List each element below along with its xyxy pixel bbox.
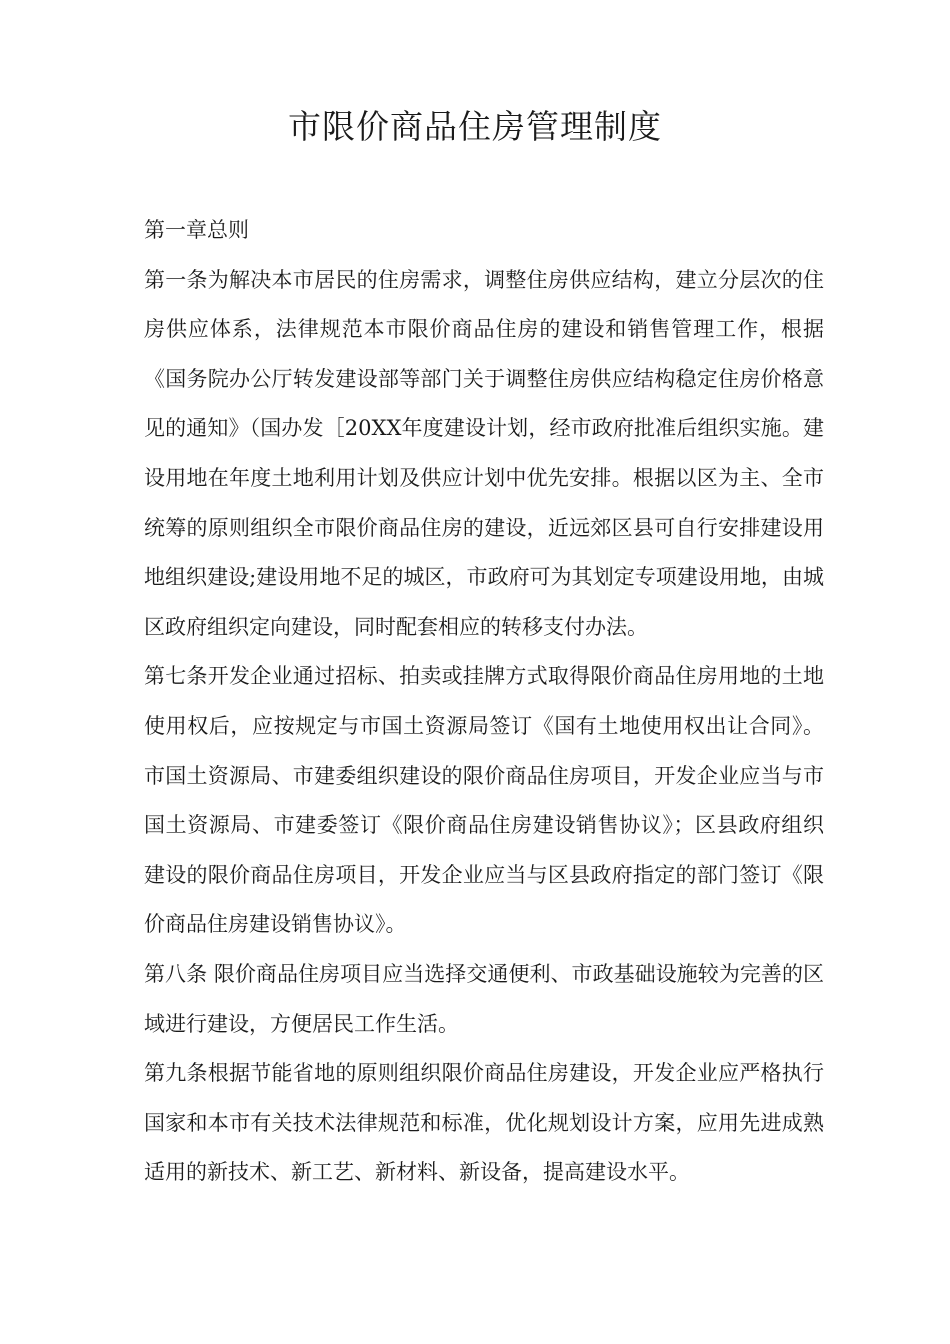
article-7-paragraph: 第七条开发企业通过招标、拍卖或挂牌方式取得限价商品住房用地的土地使用权后，应按规定与市国土资源局签订《国有土地使用权出让合同》。市国土资源局、市建委组织建设的限价商品住房项目，开发企业应当与市国土资源局、市建委签订《限价商品住房建设销售协议》；区县政府组织建设的限价商品住房项目，开发企业应当与区县政府指定的部门签订《限价商品住房建设销售协议》。 xyxy=(144,664,824,937)
document-title: 市限价商品住房管理制度 xyxy=(288,107,662,146)
article-8-paragraph: 第八条 限价商品住房项目应当选择交通便利、市政基础设施较为完善的区域进行建设，方便居民工作生活。 xyxy=(144,961,824,1036)
document-body xyxy=(144,206,824,1198)
article-9-paragraph: 第九条根据节能省地的原则组织限价商品住房建设，开发企业应严格执行国家和本市有关技术法律规范和标准，优化规划设计方案，应用先进成熟适用的新技术、新工艺、新材料、新设备，提高建设水平。 xyxy=(144,1061,824,1185)
chapter-heading: 第一章总则 xyxy=(144,218,249,242)
article-1-paragraph: 第一条为解决本市居民的住房需求，调整住房供应结构，建立分层次的住房供应体系，法律规范本市限价商品住房的建设和销售管理工作，根据《国务院办公厅转发建设部等部门关于调整住房供应结构稳定住房价格意见的通知》（国办发［20XX年度建设计划，经市政府批准后组织实施。建设用地在年度土地利用计划及供应计划中优先安排。根据以区为主、全市统筹的原则组织全市限价商品住房的建设，近远郊区县可自行安排建设用地组织建设;建设用地不足的城区，市政府可为其划定专项建设用地，由城区政府组织定向建设，同时配套相应的转移支付办法。 xyxy=(144,267,824,639)
